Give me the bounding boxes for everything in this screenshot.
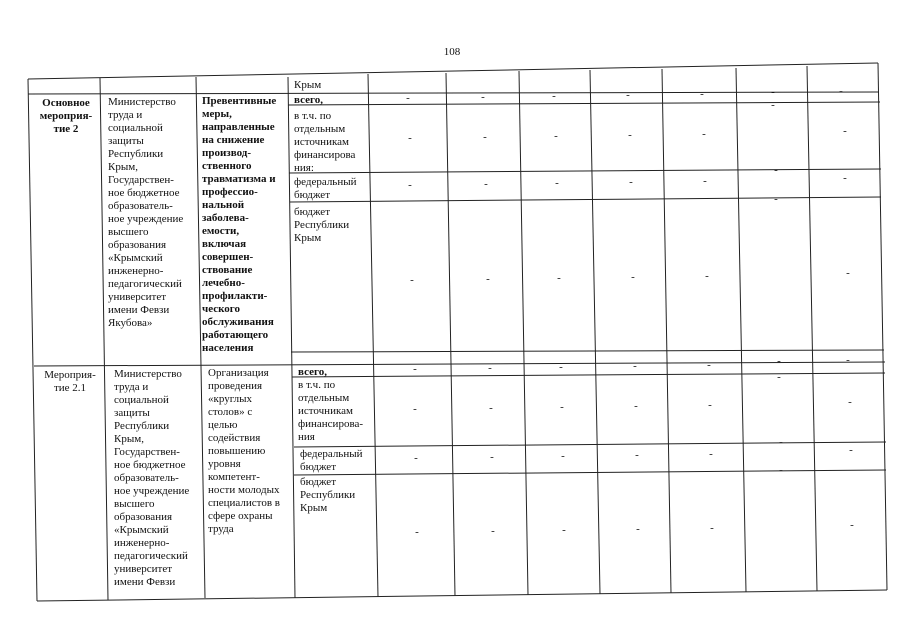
value-dash: - (554, 130, 558, 142)
value-dash: - (702, 128, 706, 140)
value-dash: - (777, 371, 781, 383)
value-dash: - (486, 273, 490, 285)
value-dash: - (490, 451, 494, 463)
value-dash: - (491, 525, 495, 537)
value-dash: - (710, 522, 714, 534)
value-dash: - (560, 401, 564, 413)
value-dash: - (408, 179, 412, 191)
activity-code-cell: Мероприя- тие 2.1 (44, 369, 96, 394)
value-dash: - (843, 125, 847, 137)
value-dash: - (626, 89, 630, 101)
value-dash: - (489, 402, 493, 414)
value-dash: - (629, 176, 633, 188)
source-regional: бюджет Республики Крым (294, 206, 350, 244)
value-dash: - (849, 444, 853, 456)
value-dash: - (631, 271, 635, 283)
value-dash: - (636, 523, 640, 535)
value-dash: - (413, 363, 417, 375)
value-dash: - (771, 99, 775, 111)
value-dash: - (634, 400, 638, 412)
value-dash: - (777, 355, 781, 367)
value-dash: - (415, 526, 419, 538)
value-dash: - (774, 164, 778, 176)
value-dash: - (774, 193, 778, 205)
value-dash: - (850, 519, 854, 531)
value-dash: - (562, 524, 566, 536)
value-dash: - (483, 131, 487, 143)
value-dash: - (779, 464, 783, 476)
activity-title-cell: Организация проведения «круглых столов» с целью содействия повышению уровня компетент- ности молодых специалистов в сфере охраны труда (208, 367, 280, 535)
source-federal: федеральный бюджет (294, 176, 357, 201)
value-dash: - (839, 85, 843, 97)
value-dash: - (488, 362, 492, 374)
value-dash: - (709, 448, 713, 460)
value-dash: - (771, 86, 775, 98)
value-dash: - (410, 274, 414, 286)
value-dash: - (557, 272, 561, 284)
value-dash: - (555, 177, 559, 189)
value-dash: - (846, 267, 850, 279)
value-dash: - (707, 359, 711, 371)
value-dash: - (705, 270, 709, 282)
source-total: всего, (298, 366, 327, 378)
source-regional: бюджет Республики Крым (300, 476, 356, 514)
source-total: всего, (294, 94, 323, 106)
value-dash: - (484, 178, 488, 190)
activity-code-cell: Основное мероприя- тие 2 (39, 97, 93, 135)
value-dash: - (414, 452, 418, 464)
value-dash: - (846, 354, 850, 366)
value-dash: - (559, 361, 563, 373)
value-dash: - (779, 436, 783, 448)
executor-cell: Министерство труда и социальной защиты Республики Крым, Государствен- ное бюджетное образователь- ное учреждение высшего образования «Крымский инженерно- педагогический университет имени Февзи Якубова» (108, 96, 184, 329)
source-federal: федеральный бюджет (300, 448, 363, 473)
value-dash: - (635, 449, 639, 461)
value-dash: - (708, 399, 712, 411)
value-dash: - (843, 172, 847, 184)
source-breakdown: в т.ч. по отдельным источникам финансирова- ния (298, 379, 364, 443)
value-dash: - (561, 450, 565, 462)
value-dash: - (703, 175, 707, 187)
value-dash: - (408, 132, 412, 144)
page-number: 108 (443, 46, 461, 58)
value-dash: - (628, 129, 632, 141)
value-dash: - (700, 88, 704, 100)
source-breakdown: в т.ч. по отдельным источникам финансирова ния: (294, 110, 356, 174)
value-dash: - (552, 90, 556, 102)
source-cell-top: Крым (294, 79, 322, 91)
executor-cell: Министерство труда и социальной защиты Республики Крым, Государствен- ное бюджетное образователь- ное учреждение высшего образования «Крымский инженерно- педагогический университет имени Февзи (114, 368, 190, 588)
activity-title-cell: Превентивные меры, направленные на снижение производ- ственного травматизма и профессио- нальной заболева- емости, включая совершен- ствование лечебно- профилакти- ческого обслуживания работающего населения (202, 95, 277, 354)
value-dash: - (406, 92, 410, 104)
value-dash: - (481, 91, 485, 103)
value-dash: - (633, 360, 637, 372)
value-dash: - (413, 403, 417, 415)
value-dash: - (848, 396, 852, 408)
